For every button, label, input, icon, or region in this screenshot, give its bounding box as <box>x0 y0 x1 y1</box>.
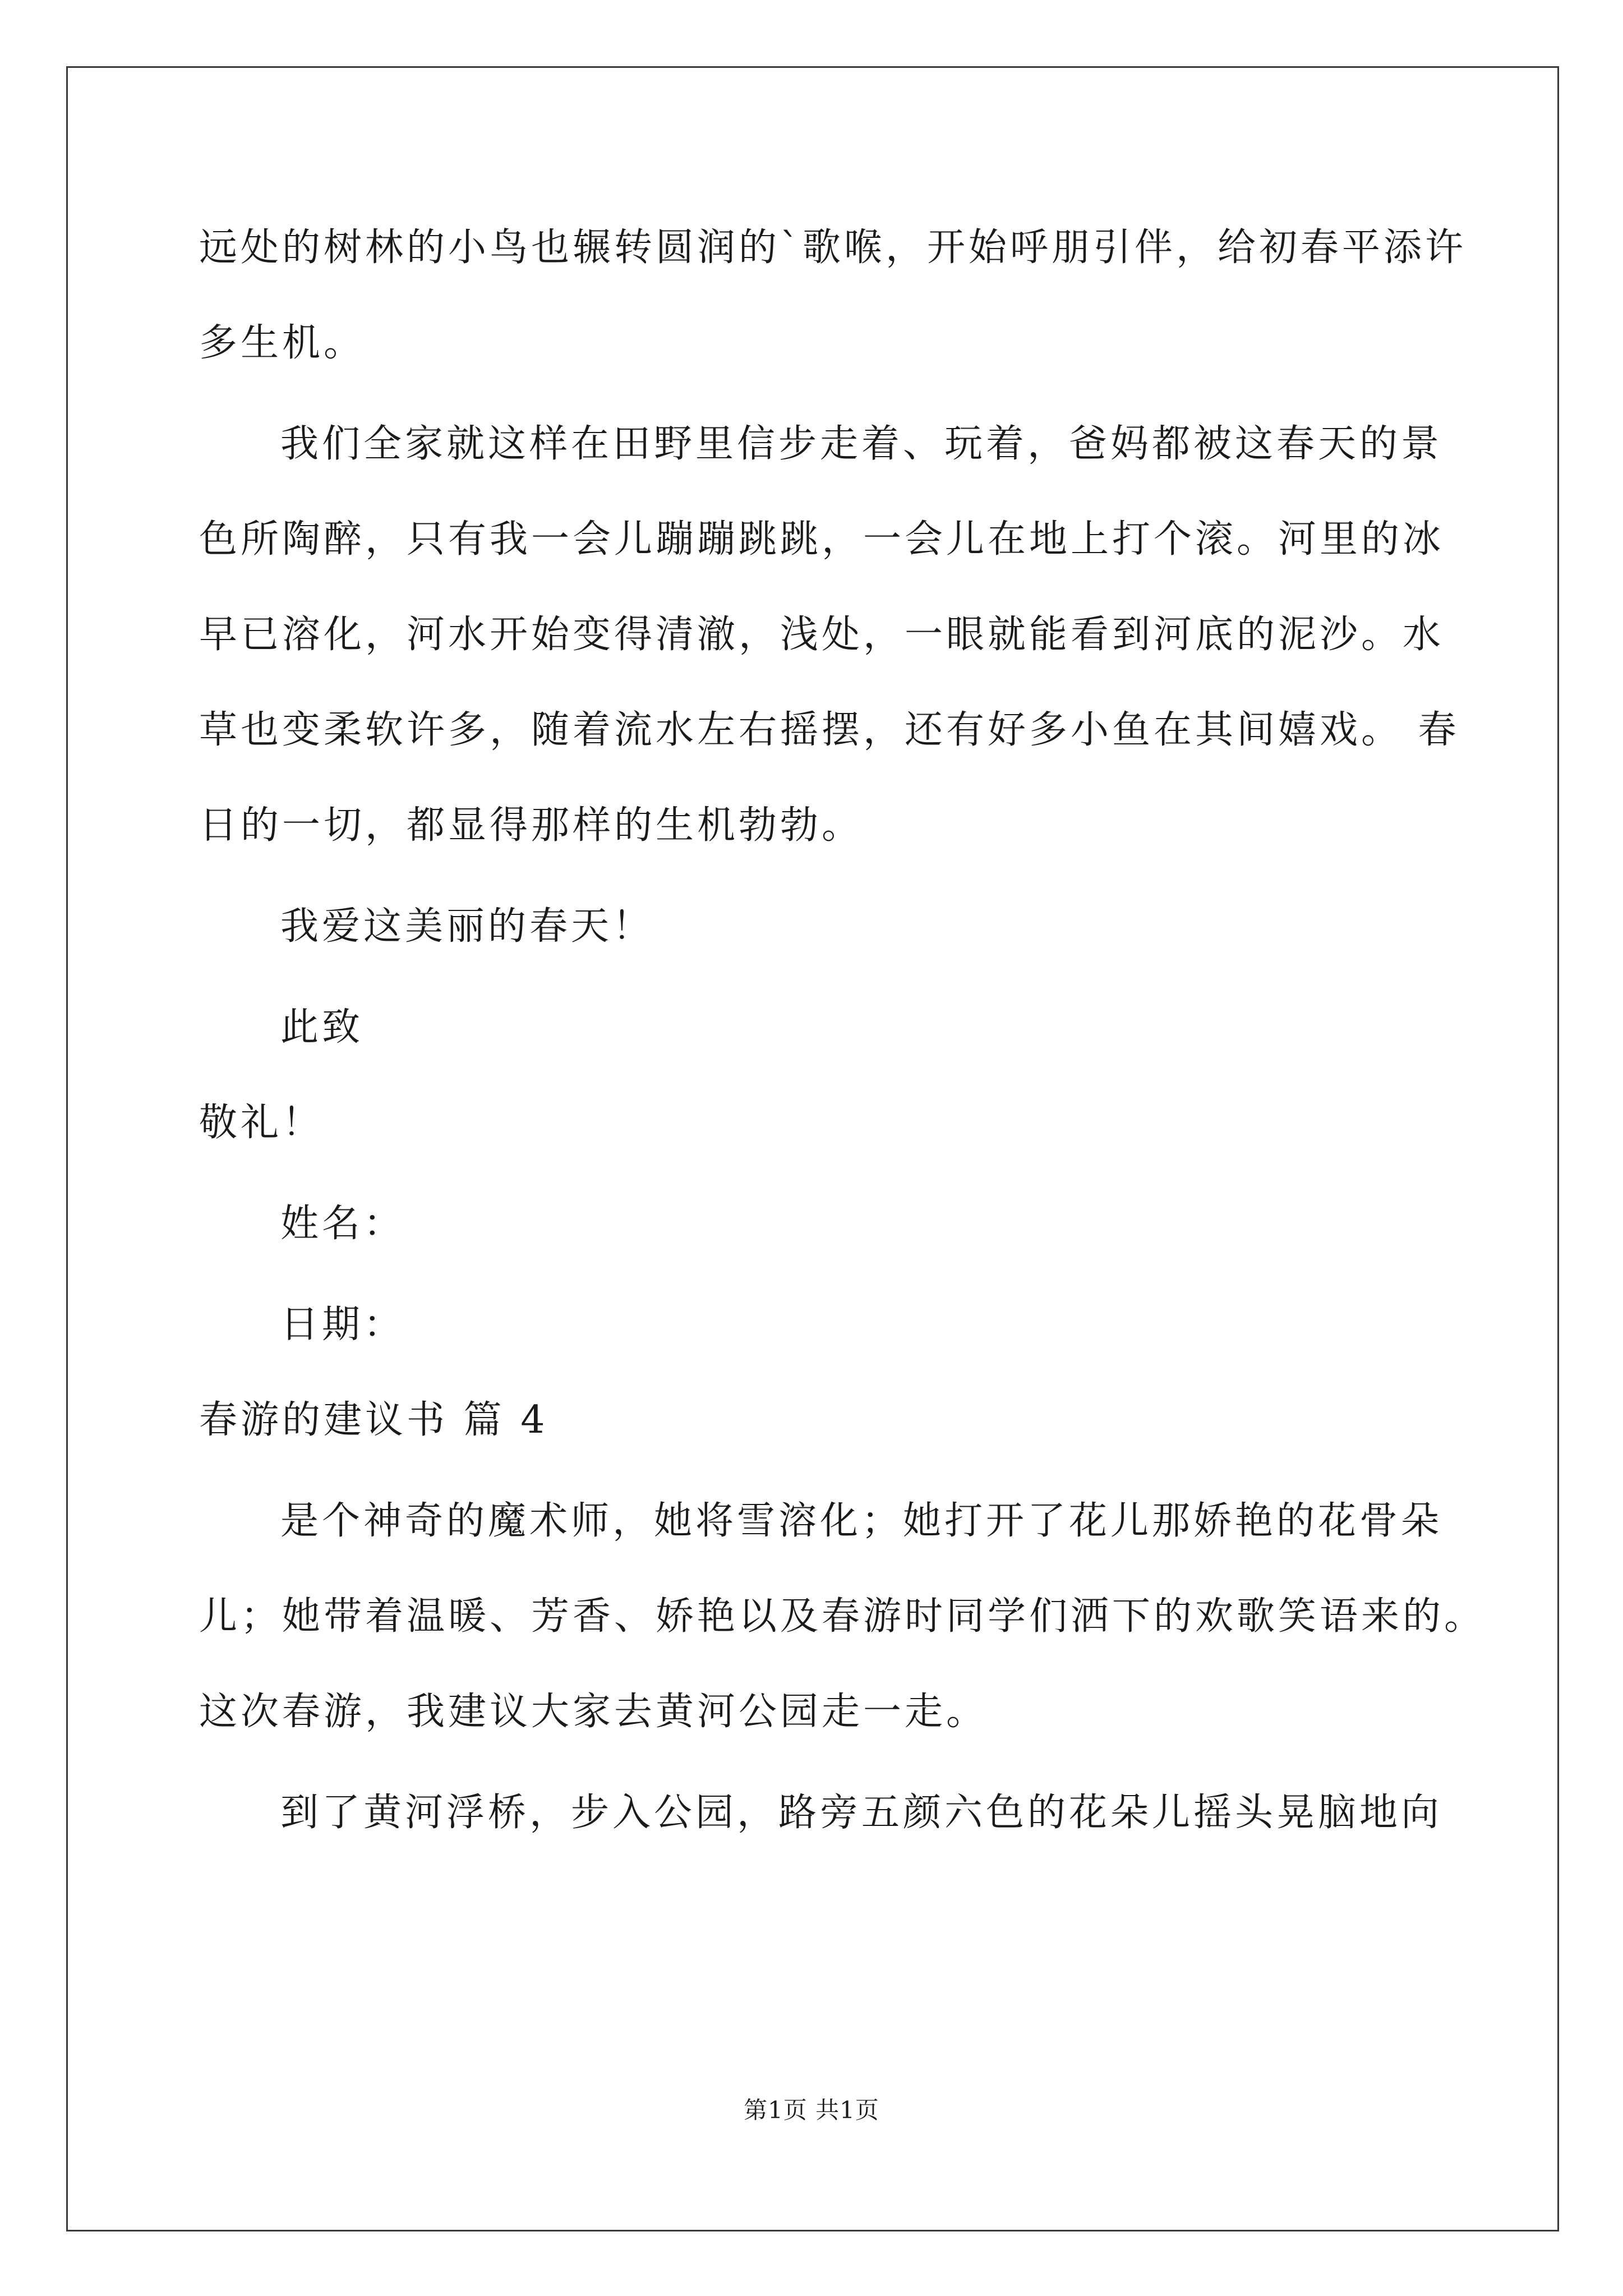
paragraph-line: 草也变柔软许多，随着流水左右摇摆，还有好多小鱼在其间嬉戏。 春 <box>199 708 1460 752</box>
paragraph-line: 早已溶化，河水开始变得清澈，浅处，一眼就能看到河底的泥沙。水 <box>199 613 1445 657</box>
name-label: 姓名： <box>280 1202 405 1246</box>
paragraph-line: 日的一切，都显得那样的生机勃勃。 <box>199 803 864 848</box>
paragraph-line: 色所陶醉，只有我一会儿蹦蹦跳跳，一会儿在地上打个滚。河里的冰 <box>199 517 1445 562</box>
paragraph-line: 到了黄河浮桥，步入公园，路旁五颜六色的花朵儿摇头晃脑地向 <box>280 1791 1443 1835</box>
paragraph-line: 这次春游，我建议大家去黄河公园走一走。 <box>199 1690 988 1734</box>
paragraph-line: 是个神奇的魔术师，她将雪溶化；她打开了花儿那娇艳的花骨朵 <box>280 1499 1443 1543</box>
closing-regards: 敬礼！ <box>199 1101 324 1145</box>
date-label: 日期： <box>280 1303 405 1347</box>
paragraph-line: 儿；她带着温暖、芳香、娇艳以及春游时同学们洒下的欢歌笑语来的。 <box>199 1594 1486 1639</box>
paragraph-line: 我爱这美丽的春天！ <box>280 904 654 949</box>
paragraph-line: 多生机。 <box>199 321 366 365</box>
section-heading: 春游的建议书 篇 4 <box>199 1398 548 1442</box>
page-number-footer: 第1页 共1页 <box>744 2096 879 2124</box>
closing-salutation: 此致 <box>280 1005 364 1050</box>
paragraph-line: 远处的树林的小鸟也辗转圆润的`歌喉，开始呼朋引伴，给初春平添许 <box>199 226 1467 270</box>
paragraph-line: 我们全家就这样在田野里信步走着、玩着，爸妈都被这春天的景 <box>280 422 1443 466</box>
